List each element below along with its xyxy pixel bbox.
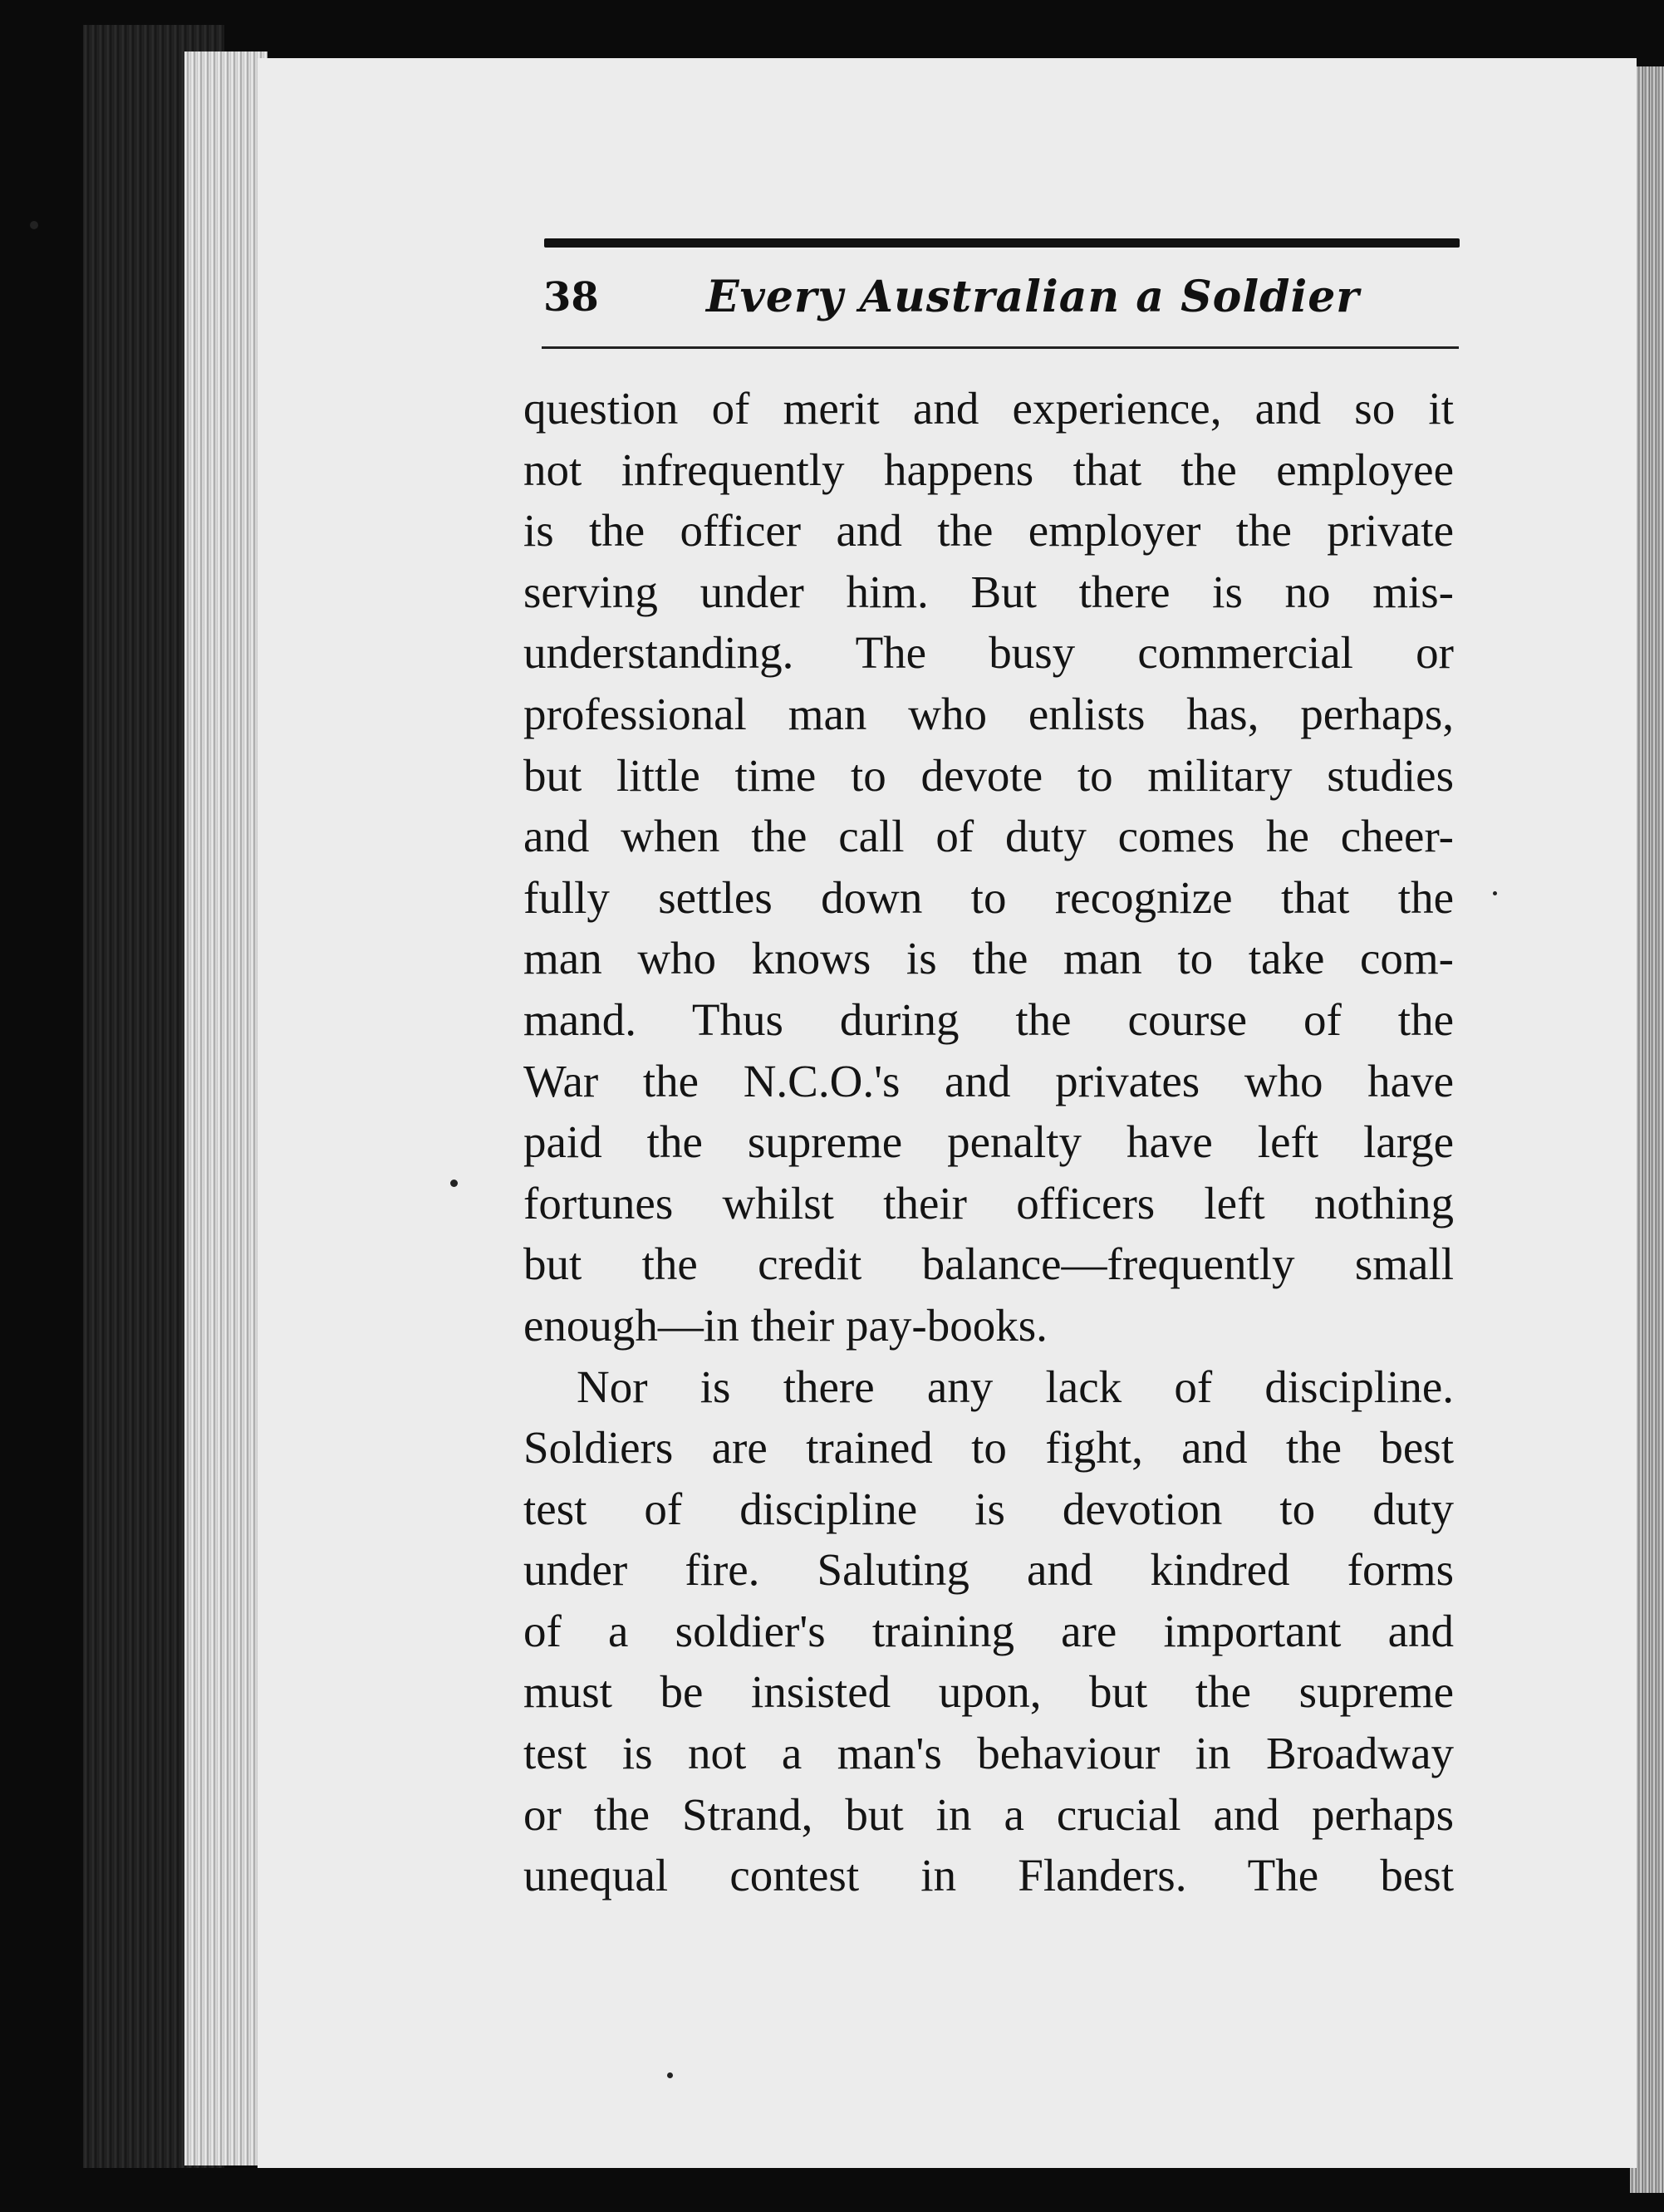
text-line: under fire. Saluting and kindred forms (523, 1544, 1454, 1596)
text-line: test of discipline is devotion to duty (523, 1483, 1454, 1534)
text-line: test is not a man's behaviour in Broadway (523, 1728, 1454, 1779)
paragraph (523, 1356, 1454, 1906)
page-edges (184, 51, 268, 2165)
paragraph (523, 378, 1454, 1356)
text-line: understanding. The busy commercial or (523, 627, 1454, 679)
text-line: fully settles down to recognize that the (523, 871, 1454, 923)
body-text (523, 378, 1454, 1906)
text-line: man who knows is the man to take com- (523, 933, 1454, 984)
dust-speck (30, 221, 38, 229)
text-line: Soldiers are trained to fight, and the best (523, 1422, 1454, 1474)
dust-speck (450, 1180, 458, 1187)
text-line: is the officer and the employer the private (523, 505, 1454, 557)
text-line: and when the call of duty comes he cheer- (523, 811, 1454, 862)
page-number: 38 (543, 274, 599, 321)
text-line: enough—in their pay-books. (523, 1299, 1048, 1351)
text-line: professional man who enlists has, perhaps, (523, 688, 1454, 739)
text-line: not infrequently happens that the employee (523, 444, 1454, 495)
text-line: unequal contest in Flanders. The best (523, 1850, 1454, 1901)
text-line: fortunes whilst their officers left nothing (523, 1177, 1454, 1229)
dust-speck (1493, 891, 1497, 895)
text-line: paid the supreme penalty have left large (523, 1116, 1454, 1168)
text-line: but the credit balance—frequently small (523, 1238, 1454, 1290)
book-title: Every Australian a Soldier (706, 272, 1360, 322)
text-line: Nor is there any lack of discipline. (577, 1361, 1454, 1412)
text-line: of a soldier's training are important and (523, 1605, 1454, 1656)
header-bottom-rule (542, 346, 1459, 349)
text-line: serving under him. But there is no mis- (523, 566, 1454, 617)
text-line: must be insisted upon, but the supreme (523, 1666, 1454, 1718)
text-line: but little time to devote to military studies (523, 749, 1454, 801)
text-line: mand. Thus during the course of the (523, 993, 1454, 1045)
dust-speck (667, 2072, 673, 2078)
header-top-rule (544, 238, 1460, 248)
running-head (540, 264, 1462, 331)
text-line: War the N.C.O.'s and privates who have (523, 1055, 1454, 1106)
text-line: question of merit and experience, and so it (523, 383, 1454, 434)
text-line: or the Strand, but in a crucial and perhaps (523, 1788, 1454, 1840)
